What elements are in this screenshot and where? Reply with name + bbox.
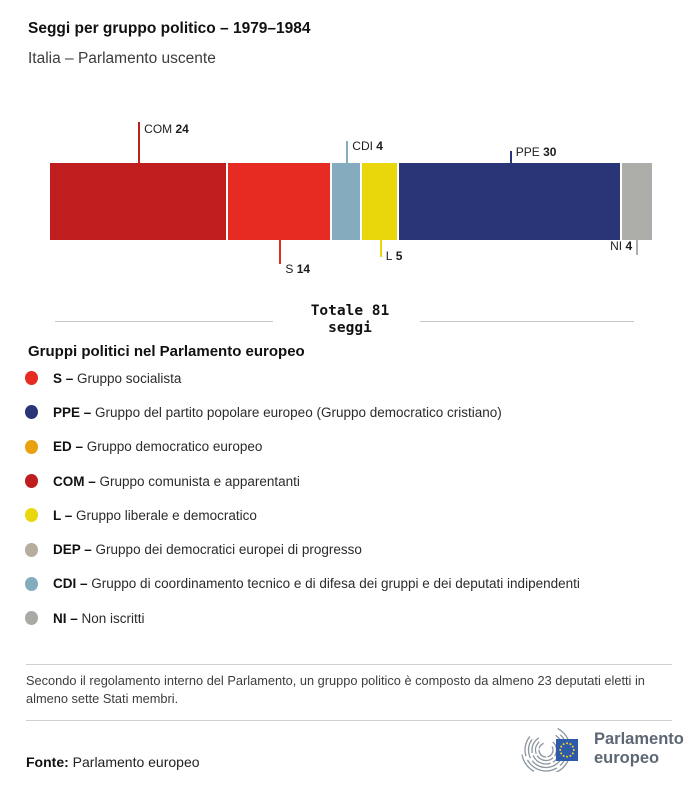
source-label: Fonte: [26,754,69,770]
legend-label: Gruppo dei democratici europei di progresso [95,542,362,558]
hemicycle-icon [520,726,584,772]
segment-label-ni: NI 4 [610,239,633,253]
segment-label-com: COM 24 [144,122,189,136]
legend-item-com [0,464,700,498]
legend-code: S – [53,370,74,386]
total-divider-left [55,321,273,322]
segment-label-ppe: PPE 30 [515,145,557,159]
legend-dot-icon [25,508,38,522]
legend-item-s [0,361,700,395]
bar-segment-ni[interactable] [622,163,652,240]
legend-item-dep [0,532,700,566]
leader-line-ppe [510,151,512,163]
divider [26,720,672,721]
legend-item-cdi [0,567,700,601]
bar-segment-l[interactable] [362,163,397,240]
legend-item-ni [0,601,700,635]
legend-heading: Gruppi politici nel Parlamento europeo [28,343,305,360]
legend-label: Gruppo comunista e apparentanti [99,473,300,489]
legend-item-l [0,498,700,532]
page-title: Seggi per gruppo politico – 1979–1984 [28,20,311,37]
legend-code: NI – [53,610,78,626]
leader-line-cdi [346,141,348,163]
legend-code: COM – [53,473,96,489]
legend [0,361,700,635]
bar-segment-s[interactable] [228,163,330,240]
total-divider-right [420,321,634,322]
logo-wordmark: Parlamento europeo [594,730,684,767]
page-subtitle: Italia – Parlamento uscente [28,50,216,67]
seats-stacked-bar-chart [0,0,700,300]
footnote: Secondo il regolamento interno del Parlamento, un gruppo politico è composto da almeno 23 deputati eletti in almeno sette Stati membri. [26,673,645,706]
legend-code: L – [53,507,73,523]
total-seats-line1: Totale 81 [310,303,390,319]
european-parliament-logo [520,726,684,772]
leader-line-com [138,122,140,163]
legend-dot-icon [25,405,38,419]
source-value: Parlamento europeo [72,754,200,770]
legend-label: Non iscritti [81,610,145,626]
legend-code: DEP – [53,542,92,558]
bar-segment-cdi[interactable] [332,163,360,240]
eu-flag-icon [556,739,578,761]
legend-item-ed [0,430,700,464]
segment-label-l: L 5 [385,249,403,263]
segment-label-cdi: CDI 4 [352,139,383,153]
legend-dot-icon [25,474,38,488]
leader-line-l [380,240,382,257]
legend-dot-icon [25,371,38,385]
legend-label: Gruppo democratico europeo [86,439,263,455]
legend-code: PPE – [53,404,92,420]
legend-dot-icon [25,440,38,454]
legend-code: CDI – [53,576,88,592]
bar-segment-ppe[interactable] [399,163,620,240]
source-line [26,754,200,770]
legend-code: ED – [53,439,84,455]
segment-label-s: S 14 [285,262,311,276]
legend-label: Gruppo del partito popolare europeo (Gruppo democratico cristiano) [95,404,502,420]
leader-line-ni [636,240,638,255]
legend-label: Gruppo socialista [77,370,182,386]
divider [26,664,672,665]
total-seats-line2: seggi [328,320,372,336]
legend-label: Gruppo liberale e democratico [76,507,257,523]
legend-dot-icon [25,611,38,625]
bar-segment-com[interactable] [50,163,226,240]
legend-item-ppe [0,395,700,429]
legend-dot-icon [25,543,38,557]
total-seats-label [0,303,700,337]
leader-line-s [279,240,281,264]
legend-label: Gruppo di coordinamento tecnico e di difesa dei gruppi e dei deputati indipendenti [91,576,580,592]
legend-dot-icon [25,577,38,591]
